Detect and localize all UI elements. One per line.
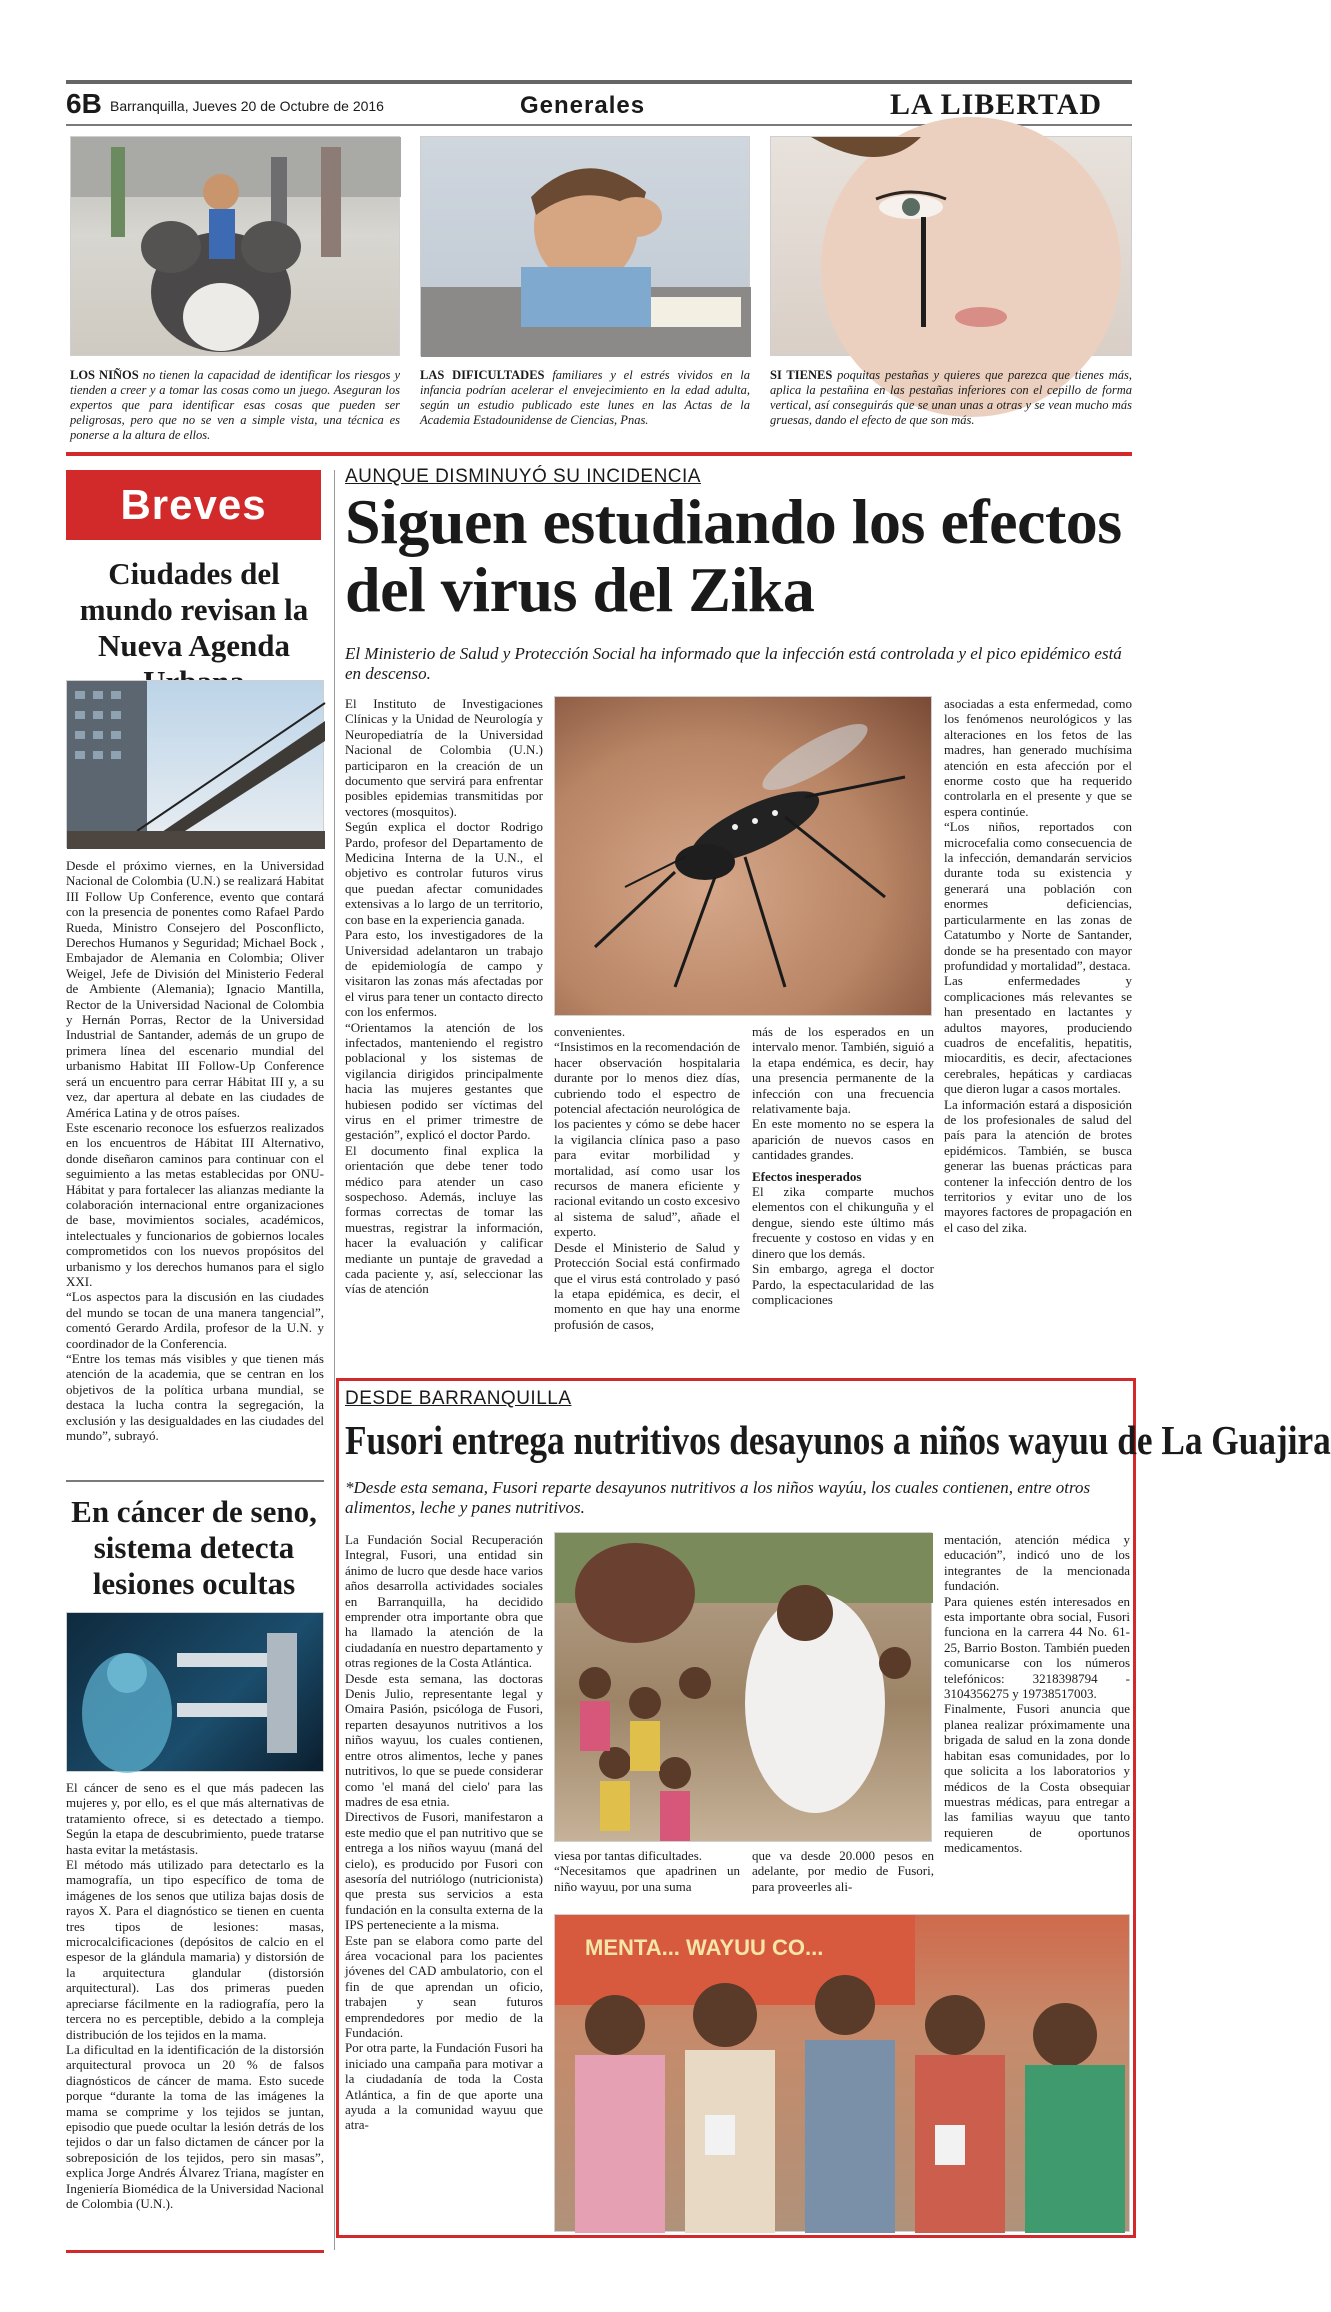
photo-mammography-art <box>67 1613 325 1773</box>
photo-boy-frustrated <box>420 136 750 356</box>
zika-column-1 <box>345 696 543 1368</box>
fusori-column-3 <box>752 1848 934 1908</box>
caption-eyelashes <box>770 368 1132 428</box>
column-separator <box>334 470 335 2250</box>
photo-mosquito <box>554 696 932 1016</box>
zika-c3-paragraph: Sin embargo, agrega el doctor Pardo, la espectacularidad de las complicaciones <box>752 1261 934 1307</box>
zika-c3-paragraph: más de los esperados en un intervalo menor. También, siguió a la etapa endémica, es decir, hay una presencia permanente de la infección con una frecuencia relativamente baja. <box>752 1024 934 1117</box>
caption-difficulties-lead: LAS DIFICULTADES <box>420 368 545 382</box>
zika-c2-paragraph: “Insistimos en la recomendación de hacer observación hospitalaria durante por lo menos diez días, cubriendo todo el espectro de potencial afectación neurológica de los pacientes y cómo se debe hacer la vigilancia clínica paso a paso para evitar morbilidad y mortalidad, así como usar los recursos de manera eficiente y racional evitando un costo excesivo al sistema de salud”, añade el experto. <box>554 1039 740 1240</box>
page-number: 6B <box>66 88 102 119</box>
zika-c4-paragraph: Las enfermedades y complicaciones más relevantes se han presentado en lactantes y adultos mayores, produciendo cuadros de encefalitis, hepatitis, miocarditis, es decir, afectaciones cerebrales, hepáticas y cardiacas que dieron lugar a casos mortales. <box>944 973 1132 1097</box>
photo-mammography <box>66 1612 324 1772</box>
fusori-column-2 <box>554 1848 740 1908</box>
caption-difficulties-text: familiares y el estrés vividos en la infancia podrían acelerar el envejecimiento en la edad adulta, según un estudio publicado este lunes en las Actas de la Academia Estadounidense de Ciencias, Pnas. <box>420 368 750 427</box>
zika-c1-paragraph: Para esto, los investigadores de la Universidad adelantaron un trabajo de epidemiología de campo y visitaron las zonas más afectadas por el virus para tener un contacto directo con los enfermos. <box>345 927 543 1020</box>
breves-headline-1: Ciudades del mundo revisan la Nueva Agenda <box>79 556 309 663</box>
breves-bottom-red-rule <box>66 2250 324 2253</box>
caption-difficulties <box>420 368 750 428</box>
breves-divider <box>66 1480 324 1482</box>
photo-banner-text: MENTA... WAYUU CO... <box>585 1935 824 1960</box>
zika-column-3 <box>752 1024 934 1368</box>
fusori-c4-paragraph: Para quienes estén interesados en esta importante obra social, Fusori funciona en la carrera 44 No. 61-25, Barrio Boston. También pueden comunicarse con los números telefónicos: 3218398794 - 3104356275 y 19738517003. <box>944 1593 1130 1702</box>
photo-wayuu-children-art <box>555 1533 933 1843</box>
zika-c4-paragraph: “Los niños, reportados con microcefalia como consecuencia de la infección, demandarán servicios durante toda su existencia y generará una población con enormes deficiencias, particularmente en las zonas de Catatumbo y Norte de Santander, donde se ha presentado con mayor profundidad y mortalidad”, destaca. <box>944 819 1132 973</box>
breves-body-2 <box>66 1780 324 2240</box>
photo-wayuu-women-art <box>555 1915 1131 2233</box>
zika-c1-paragraph: El Instituto de Investigaciones Clínicas y la Unidad de Neurología y Neuropediatría de la Universidad Nacional de Colombia (U.N.) participaron en la creación de un documento que servirá para enfrentar posibles epidemias transmitidas por vectores (mosquitos). <box>345 696 543 819</box>
zika-headline: Siguen estudiando los efectos del virus del Zika <box>345 486 1122 625</box>
photo-child-koala-art <box>71 137 401 357</box>
fusori-column-4 <box>944 1532 1130 1910</box>
breves-2-paragraph: La dificultad en la identificación de la distorsión arquitectural provoca un 20 % de falsos diagnósticos de cáncer de mama. Esto sucede porque “durante la toma de las imágenes la mama se comprime y los tejidos se juntan, episodio que puede ocultar la lesión detrás de los tejidos o dar un falso dictamen de cáncer por la sobreposición de los tejidos, pero sin masas”, explica Jorge Andrés Álvarez Triana, magíster en Ingeniería Biomédica de la Universidad Nacional de Colombia (U.N.). <box>66 2041 324 2211</box>
caption-eyelashes-lead: SI TIENES <box>770 368 833 382</box>
zika-c3-paragraph: En este momento no se espera la aparición de nuevos casos en cantidades grandes. <box>752 1116 934 1163</box>
fusori-kicker: DESDE BARRANQUILLA <box>345 1388 572 1409</box>
photo-wayuu-women <box>554 1914 1130 2232</box>
zika-kicker: AUNQUE DISMINUYÓ SU INCIDENCIA <box>345 466 701 487</box>
zika-c3-subtitle: Efectos inesperados <box>752 1168 862 1184</box>
photo-boy-frustrated-art <box>421 137 751 357</box>
fusori-c1-paragraph: Desde esta semana, las doctoras Denis Julio, representante legal y Omaira Pasión, psicóloga de Fusori, reparten desayunos nutritivos a los niños wayuu, los cuales contienen, entre otros alimentos, leche y panes nutritivos, lo que se puede considerar como 'el maná del cielo' para las madres de esa etnia. <box>345 1670 543 1809</box>
top-section-red-rule <box>66 452 1132 456</box>
zika-c2-paragraph: Desde el Ministerio de Salud y Protección Social está confirmado que el virus está controlado y pasó la etapa epidémica, es decir, el momento en que hay una enorme profusión de casos, <box>554 1239 740 1332</box>
header-top-rule <box>66 80 1132 84</box>
fusori-headline: Fusori entrega nutritivos desayunos a niños wayuu de La Guajira <box>345 1417 1331 1463</box>
zika-c1-paragraph: El documento final explica la orientación que debe tener todo médico para atender un caso sospechoso. Además, incluye las formas correctas de tomar las muestras, registrar la información, hacer la evaluación y calificar mediante un puntaje de gravedad a cada paciente y, así, seleccionar las vías de atención <box>345 1142 543 1297</box>
zika-c4-paragraph: asociadas a esta enfermedad, como los fenómenos neurológicos y las alteraciones en los fetos de las madres, han generado muchísima atención en esta afección por el enorme costo que ha requerido controlarla en el presente y que se espera continúe. <box>944 696 1132 819</box>
caption-children <box>70 368 400 443</box>
section-name: Generales <box>520 92 646 119</box>
zika-c1-paragraph: Según explica el doctor Rodrigo Pardo, profesor del Departamento de Medicina Interna de la U.N., el objetivo es controlar futuros virus que puedan afectar comunidades extensivas a lo largo de un territorio, con base en la experiencia ganada. <box>345 819 543 927</box>
photo-urban-bridge-art <box>67 681 325 849</box>
breves-label: Breves <box>66 470 321 540</box>
fusori-c1-paragraph: Este pan se elabora como parte del área vocacional para los pacientes jóvenes del CAD ambulatorio, con el fin de que aprendan un oficio, trabajen y sean futuros emprendedores por medio de la Fundación. <box>345 1932 543 2040</box>
zika-deck: El Ministerio de Salud y Protección Social ha informado que la infección está controlada y el pico epidémico está en descenso. <box>345 644 1122 683</box>
zika-column-2 <box>554 1024 740 1368</box>
fusori-c3-paragraph: que va desde 20.000 pesos en adelante, por medio de Fusori, para proveerles ali- <box>752 1848 934 1894</box>
photo-woman-mascara <box>770 136 1132 356</box>
fusori-c1-paragraph: Por otra parte, la Fundación Fusori ha iniciado una campaña para motivar a la ciudadanía de toda la Costa Atlántica, a fin de que aporte una ayuda a la comunidad wayuu que atra- <box>345 2040 543 2133</box>
breves-1-paragraph: Este escenario reconoce los esfuerzos realizados en los encuentros de Hábitat III Alternativo, donde diseñaron caminos para continuar con el seguimiento a las metas establecidas por ONU-Hábitat y para fortalecer las alianzas mediante la colaboración internacional entre organizaciones de base, movimientos sociales, académicos, intelectuales y funcionarios de gobiernos locales comprometidos con los nuevos propósitos del urbanismo y los derechos humanos para el siglo XXI. <box>66 1119 324 1289</box>
fusori-column-1 <box>345 1532 543 2232</box>
breves-1-paragraph: Desde el próximo viernes, en la Universidad Nacional de Colombia (U.N.) se realizará Habitat III Follow Up Conference, evento que contará con la presencia de ponentes como Rafael Pardo Rueda, Ministro Consejero del Posconflicto, Derechos Humanos y Seguridad; Michael Bock , Embajador de Alemania en Colombia; Oliver Weigel, Jefe de División del Ministerio Federal de Ambiente (Alemania); Ignacio Mantilla, Rector de la Universidad Nacional de Colombia y Hernán Porras, Rector de la Universidad Industrial de Santander, además de un grupo de primera línea del escenario mundial del urbanismo Habitat III Follow-Up Conference será un encuentro para cerrar Hábitat III y, a su vez, dar apertura al debate en las ciudades de América Latina y de otros países. <box>66 858 324 1120</box>
zika-column-4 <box>944 696 1132 1368</box>
breves-1-paragraph: “Los aspectos para la discusión en las ciudades del mundo se tocan de una manera tangencial”, comentó Gerardo Ardila, profesor de la U.N. y coordinador de la Conferencia. <box>66 1289 324 1351</box>
fusori-c1-paragraph: La Fundación Social Recuperación Integral, Fusori, una entidad sin ánimo de lucro que desde hace varios años desarrolla actividades sociales en Barranquilla, ha decidido emprender otra importante obra que ha llamado la atención de la ciudadanía en nuestro departamento y otras regiones de la Costa Atlántica. <box>345 1532 543 1671</box>
fusori-c4-paragraph: mentación, atención médica y educación”, indicó uno de los integrantes de la mencionada fundación. <box>944 1532 1130 1594</box>
photo-child-koala <box>70 136 400 356</box>
caption-children-text: no tienen la capacidad de identificar los riesgos y tienden a creer y a tomar las cosas como un juego. Aseguran los expertos que para identificar esas cosas que pueden ser peligrosas, pero que no se ven a simple vista, una técnica es ponerse a la altura de ellos. <box>70 368 400 442</box>
fusori-c1-paragraph: Directivos de Fusori, manifestaron a este medio que el pan nutritivo que se entrega a los niños wayuu (maná del cielo), es producido por Fusori con asesoría del nutriólogo (nutricionista) que presta sus servicios a esta fundación en la consulta externa de la IPS perteneciente a la misma. <box>345 1809 543 1933</box>
zika-c1-paragraph: “Orientamos la atención de los infectados, manteniendo el registro poblacional y los sistemas de vigilancia dirigidos principalmente hacia las mujeres gestantes que hubiesen podido ser víctimas del virus en el primer trimestre de gestación”, explicó el doctor Pardo. <box>345 1019 543 1143</box>
zika-c4-paragraph: La información estará a disposición de los profesionales de salud del país para la atención de brotes epidémicos. También, se busca generar las buenas prácticas para contener la infección dentro de los territorios y evitar uno de los mayores factores de propagación en el caso del zika. <box>944 1096 1132 1235</box>
caption-eyelashes-text: poquitas pestañas y quieres que parezca que tienes más, aplica la pestañina en las pestañas inferiores con el cepillo de forma vertical, así conseguirás que se unan unas a otras y se vean mucho más gruesas, dando el efecto de que son más. <box>770 368 1133 427</box>
breves-2-paragraph: El método más utilizado para detectarlo es la mamografía, un tipo específico de toma de imágenes de los senos que utiliza bajas dosis de rayos X. Para el diagnóstico se tienen en cuenta tres tipos de lesiones: masas, microcalcificaciones (depósitos de calcio en el espesor de la glándula mamaria) y distorsión de la arquitectura glandular (distorsión arquitectural). Las dos primeras pueden apreciarse fácilmente en la radiografía, pero la tercera no es perceptible, debido a la compleja distribución de los tejidos en la mama. <box>66 1857 324 2042</box>
zika-c2-paragraph: convenientes. <box>554 1024 626 1039</box>
breves-1-paragraph: “Entre los temas más visibles y que tienen más atención de la academia, que se centran en los objetivos de la política urbana mundial, se destaca la lucha contra la segregación, la exclusión y las desigualdades en las ciudades del mundo”, subrayó. <box>66 1351 324 1444</box>
breves-body-1 <box>66 858 324 1458</box>
caption-children-lead: LOS NIÑOS <box>70 368 139 382</box>
newspaper-brand: LA LIBERTAD <box>890 88 1102 121</box>
zika-c3-paragraph: El zika comparte muchos elementos con el chikunguña y el dengue, siendo este último más frecuente y costoso en vidas y en dinero que los demás. <box>752 1184 934 1261</box>
photo-urban-bridge <box>66 680 324 848</box>
fusori-c4-paragraph: Finalmente, Fusori anuncia que planea realizar próximamente una brigada de salud en la zona donde habitan esas comunidades, por lo que solicita a los laboratorios y médicos de la Costa obsequiar muestras médicas, para entregar a las familias wayuu que tanto requieren de oportunos medicamentos. <box>944 1701 1130 1856</box>
photo-mosquito-art <box>555 697 933 1017</box>
photo-woman-mascara-art <box>771 137 1133 357</box>
breves-headline-2: En cáncer de seno, sistema detecta lesiones ocultas <box>71 1494 317 1601</box>
fusori-deck: *Desde esta semana, Fusori reparte desayunos nutritivos a los niños wayúu, los cuales contienen, entre otros alimentos, leche y panes nutritivos. <box>345 1478 1091 1517</box>
date-line: Barranquilla, Jueves 20 de Octubre de 2016 <box>110 98 384 114</box>
breves-2-paragraph: El cáncer de seno es el que más padecen las mujeres y, por ello, es el que más alternativas de tratamiento ofrece, si es detectado a tiempo. Según la etapa de descubrimiento, puede tratarse hasta evitar la metástasis. <box>66 1780 324 1857</box>
photo-wayuu-children <box>554 1532 932 1842</box>
fusori-c2-paragraph: “Necesitamos que apadrinen un niño wayuu, por una suma <box>554 1863 740 1894</box>
fusori-c2-paragraph: viesa por tantas dificultades. <box>554 1848 703 1863</box>
